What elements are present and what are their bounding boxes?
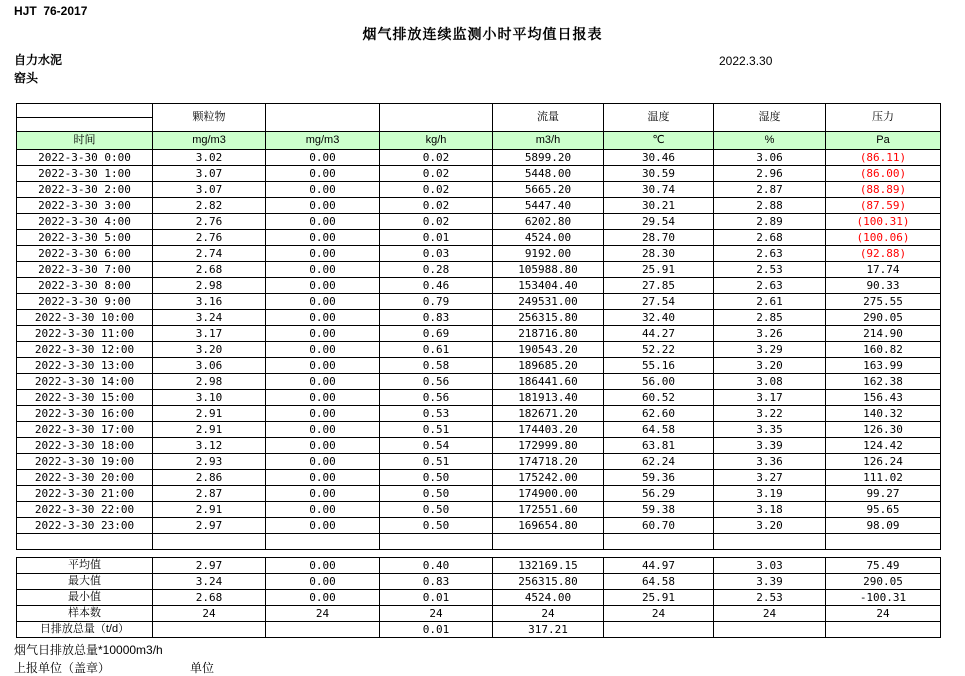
unit-temp: ℃ [604,132,714,150]
unit-flow: m3/h [493,132,604,150]
summary-row [17,558,941,574]
empty-cell [380,534,493,550]
value-cell: 52.22 [604,342,714,358]
value-cell: 59.36 [604,470,714,486]
value-cell: 5665.20 [493,182,604,198]
value-cell: 0.58 [380,358,493,374]
value-cell: 28.30 [604,246,714,262]
summary-value-cell [826,622,941,638]
value-cell: 0.69 [380,326,493,342]
time-cell: 2022-3-30 12:00 [17,342,153,358]
value-cell: 0.56 [380,374,493,390]
col-header-humidity: 湿度 [714,104,826,132]
data-row [17,406,941,422]
value-cell: 4524.00 [493,230,604,246]
value-cell: 44.27 [604,326,714,342]
value-cell: 2.96 [714,166,826,182]
value-cell: 0.00 [266,486,380,502]
data-row [17,262,941,278]
unit-pm-mg: mg/m3 [153,132,266,150]
value-cell: 0.53 [380,406,493,422]
summary-value-cell: 317.21 [493,622,604,638]
value-cell: 30.74 [604,182,714,198]
value-cell: 0.00 [266,342,380,358]
value-cell: 2.76 [153,230,266,246]
value-cell: 0.54 [380,438,493,454]
value-cell: 156.43 [826,390,941,406]
corner-cell-top [17,104,153,118]
value-cell: 0.61 [380,342,493,358]
data-row [17,422,941,438]
value-cell: 0.00 [266,518,380,534]
time-cell: 2022-3-30 18:00 [17,438,153,454]
value-cell: 2.61 [714,294,826,310]
time-cell: 2022-3-30 17:00 [17,422,153,438]
value-cell: 105988.80 [493,262,604,278]
empty-cell [604,534,714,550]
time-cell: 2022-3-30 15:00 [17,390,153,406]
value-cell: 63.81 [604,438,714,454]
time-cell: 2022-3-30 2:00 [17,182,153,198]
summary-value-cell: 24 [826,606,941,622]
value-cell: 0.00 [266,422,380,438]
value-cell: 3.24 [153,310,266,326]
value-cell: (86.00) [826,166,941,182]
summary-value-cell: 0.40 [380,558,493,574]
value-cell: 256315.80 [493,310,604,326]
time-cell: 2022-3-30 8:00 [17,278,153,294]
summary-value-cell [153,622,266,638]
value-cell: 0.79 [380,294,493,310]
summary-row [17,574,941,590]
value-cell: 126.30 [826,422,941,438]
empty-cell [493,534,604,550]
value-cell: (100.06) [826,230,941,246]
value-cell: 186441.60 [493,374,604,390]
value-cell: (86.11) [826,150,941,166]
summary-row [17,606,941,622]
value-cell: 0.00 [266,326,380,342]
value-cell: 17.74 [826,262,941,278]
summary-value-cell: 0.01 [380,590,493,606]
time-cell: 2022-3-30 13:00 [17,358,153,374]
time-cell: 2022-3-30 21:00 [17,486,153,502]
summary-label: 样本数 [17,606,153,622]
time-cell: 2022-3-30 11:00 [17,326,153,342]
value-cell: 0.00 [266,358,380,374]
value-cell: 174900.00 [493,486,604,502]
value-cell: 190543.20 [493,342,604,358]
spacer-row [17,534,941,550]
value-cell: 29.54 [604,214,714,230]
value-cell: 3.07 [153,166,266,182]
summary-value-cell: 0.00 [266,590,380,606]
value-cell: 5899.20 [493,150,604,166]
value-cell: 218716.80 [493,326,604,342]
value-cell: 169654.80 [493,518,604,534]
doc-code: HJT 76-2017 [14,4,88,18]
data-row [17,518,941,534]
time-cell: 2022-3-30 14:00 [17,374,153,390]
value-cell: 172999.80 [493,438,604,454]
summary-value-cell [266,622,380,638]
value-cell: 0.02 [380,198,493,214]
empty-cell [17,534,153,550]
value-cell: 0.51 [380,454,493,470]
value-cell: 0.02 [380,214,493,230]
value-cell: 60.70 [604,518,714,534]
value-cell: 3.12 [153,438,266,454]
summary-value-cell: 24 [604,606,714,622]
value-cell: 175242.00 [493,470,604,486]
col-header-blank-2 [380,104,493,132]
value-cell: 56.00 [604,374,714,390]
value-cell: 0.00 [266,502,380,518]
value-cell: 2.76 [153,214,266,230]
value-cell: 0.00 [266,166,380,182]
data-row [17,294,941,310]
value-cell: 0.00 [266,374,380,390]
col-header-particulate: 颗粒物 [153,104,266,132]
value-cell: 2.87 [153,486,266,502]
data-row [17,454,941,470]
time-cell: 2022-3-30 19:00 [17,454,153,470]
corner-cell-bottom [17,118,153,132]
group-header-row [17,104,941,118]
summary-value-cell: 2.68 [153,590,266,606]
value-cell: 3.26 [714,326,826,342]
value-cell: (92.88) [826,246,941,262]
value-cell: 2.91 [153,502,266,518]
value-cell: 30.21 [604,198,714,214]
unit-pm2-mg: mg/m3 [266,132,380,150]
summary-value-cell: 2.97 [153,558,266,574]
value-cell: 2.53 [714,262,826,278]
data-row [17,246,941,262]
value-cell: 124.42 [826,438,941,454]
data-row [17,470,941,486]
value-cell: 3.27 [714,470,826,486]
value-cell: 64.58 [604,422,714,438]
time-cell: 2022-3-30 10:00 [17,310,153,326]
value-cell: 56.29 [604,486,714,502]
data-row [17,230,941,246]
data-row [17,150,941,166]
report-date: 2022.3.30 [719,54,773,68]
summary-label: 最大值 [17,574,153,590]
summary-value-cell [604,622,714,638]
summary-label: 最小值 [17,590,153,606]
time-cell: 2022-3-30 20:00 [17,470,153,486]
value-cell: 174718.20 [493,454,604,470]
summary-value-cell: 24 [380,606,493,622]
value-cell: 3.29 [714,342,826,358]
summary-value-cell: 2.53 [714,590,826,606]
value-cell: 30.46 [604,150,714,166]
summary-value-cell: 0.00 [266,558,380,574]
value-cell: 3.20 [153,342,266,358]
summary-value-cell: 75.49 [826,558,941,574]
unit-kgh: kg/h [380,132,493,150]
value-cell: 3.35 [714,422,826,438]
value-cell: 32.40 [604,310,714,326]
value-cell: 2.87 [714,182,826,198]
summary-value-cell: 290.05 [826,574,941,590]
value-cell: 2.91 [153,406,266,422]
summary-value-cell: 3.24 [153,574,266,590]
value-cell: 172551.60 [493,502,604,518]
value-cell: 3.10 [153,390,266,406]
summary-label: 平均值 [17,558,153,574]
value-cell: 9192.00 [493,246,604,262]
value-cell: 0.00 [266,438,380,454]
value-cell: 0.02 [380,182,493,198]
col-header-flow: 流量 [493,104,604,132]
value-cell: 27.85 [604,278,714,294]
empty-cell [266,534,380,550]
value-cell: 0.56 [380,390,493,406]
data-row [17,502,941,518]
value-cell: 0.02 [380,150,493,166]
value-cell: 2.98 [153,374,266,390]
time-cell: 2022-3-30 22:00 [17,502,153,518]
value-cell: 3.20 [714,358,826,374]
value-cell: 2.63 [714,278,826,294]
time-cell: 2022-3-30 0:00 [17,150,153,166]
data-row [17,390,941,406]
value-cell: 0.00 [266,470,380,486]
unit-header-row [17,132,941,150]
value-cell: 275.55 [826,294,941,310]
data-row [17,486,941,502]
value-cell: 0.02 [380,166,493,182]
value-cell: (87.59) [826,198,941,214]
time-cell: 2022-3-30 5:00 [17,230,153,246]
value-cell: 2.82 [153,198,266,214]
value-cell: 2.93 [153,454,266,470]
value-cell: 0.28 [380,262,493,278]
value-cell: (88.89) [826,182,941,198]
summary-value-cell: 3.03 [714,558,826,574]
value-cell: 0.00 [266,214,380,230]
value-cell: 3.36 [714,454,826,470]
empty-cell [714,534,826,550]
value-cell: 2.88 [714,198,826,214]
value-cell: 3.17 [714,390,826,406]
summary-value-cell: 4524.00 [493,590,604,606]
value-cell: 59.38 [604,502,714,518]
value-cell: 214.90 [826,326,941,342]
value-cell: 2.74 [153,246,266,262]
value-cell: 62.60 [604,406,714,422]
value-cell: 162.38 [826,374,941,390]
value-cell: 2.89 [714,214,826,230]
value-cell: 0.01 [380,230,493,246]
summary-value-cell: 24 [714,606,826,622]
value-cell: 174403.20 [493,422,604,438]
value-cell: 60.52 [604,390,714,406]
value-cell: 0.00 [266,406,380,422]
value-cell: 249531.00 [493,294,604,310]
summary-row [17,590,941,606]
value-cell: 0.00 [266,246,380,262]
time-cell: 2022-3-30 4:00 [17,214,153,230]
col-header-temperature: 温度 [604,104,714,132]
value-cell: 0.00 [266,310,380,326]
value-cell: 3.07 [153,182,266,198]
summary-value-cell: 132169.15 [493,558,604,574]
value-cell: 189685.20 [493,358,604,374]
value-cell: 0.00 [266,390,380,406]
data-row [17,438,941,454]
value-cell: 2.85 [714,310,826,326]
value-cell: 0.50 [380,502,493,518]
col-header-blank-1 [266,104,380,132]
data-row [17,182,941,198]
summary-row [17,622,941,638]
unit-label: 单位 [190,661,215,675]
value-cell: 99.27 [826,486,941,502]
value-cell: 3.16 [153,294,266,310]
empty-cell [826,534,941,550]
value-cell: 163.99 [826,358,941,374]
value-cell: 0.50 [380,518,493,534]
data-row [17,278,941,294]
value-cell: 27.54 [604,294,714,310]
value-cell: 0.50 [380,486,493,502]
unit-humidity: % [714,132,826,150]
data-row [17,342,941,358]
value-cell: 3.02 [153,150,266,166]
summary-label: 日排放总量（t/d） [17,622,153,638]
time-cell: 2022-3-30 16:00 [17,406,153,422]
value-cell: 2.98 [153,278,266,294]
value-cell: 3.18 [714,502,826,518]
time-cell: 2022-3-30 6:00 [17,246,153,262]
value-cell: 160.82 [826,342,941,358]
summary-value-cell: 24 [493,606,604,622]
data-row [17,326,941,342]
value-cell: 6202.80 [493,214,604,230]
time-cell: 2022-3-30 7:00 [17,262,153,278]
value-cell: 5448.00 [493,166,604,182]
data-row [17,198,941,214]
summary-table [16,557,941,638]
summary-value-cell: 24 [153,606,266,622]
value-cell: 0.51 [380,422,493,438]
value-cell: 28.70 [604,230,714,246]
value-cell: 111.02 [826,470,941,486]
value-cell: 3.17 [153,326,266,342]
monitoring-data-table [16,103,941,550]
footer-note: 烟气日排放总量*10000m3/h [14,643,163,657]
unit-pressure: Pa [826,132,941,150]
col-header-pressure: 压力 [826,104,941,132]
data-row [17,358,941,374]
summary-value-cell: 0.83 [380,574,493,590]
value-cell: 182671.20 [493,406,604,422]
summary-value-cell: 256315.80 [493,574,604,590]
value-cell: 3.06 [714,150,826,166]
company-name: 自力水泥 [14,53,63,67]
value-cell: 126.24 [826,454,941,470]
value-cell: 0.00 [266,294,380,310]
value-cell: 2.68 [714,230,826,246]
summary-value-cell: 64.58 [604,574,714,590]
time-cell: 2022-3-30 9:00 [17,294,153,310]
value-cell: 181913.40 [493,390,604,406]
value-cell: 0.46 [380,278,493,294]
stamp-label: 上报单位（盖章） [14,661,111,675]
station-name: 窑头 [14,71,39,85]
value-cell: 140.32 [826,406,941,422]
time-header: 时间 [17,132,153,150]
value-cell: 153404.40 [493,278,604,294]
value-cell: 95.65 [826,502,941,518]
value-cell: 0.00 [266,454,380,470]
value-cell: 3.20 [714,518,826,534]
value-cell: 98.09 [826,518,941,534]
empty-cell [153,534,266,550]
value-cell: 2.97 [153,518,266,534]
value-cell: 3.39 [714,438,826,454]
data-row [17,310,941,326]
summary-value-cell: 44.97 [604,558,714,574]
value-cell: 3.19 [714,486,826,502]
value-cell: 290.05 [826,310,941,326]
data-row [17,374,941,390]
value-cell: 0.00 [266,262,380,278]
value-cell: 0.00 [266,198,380,214]
value-cell: 2.63 [714,246,826,262]
value-cell: (100.31) [826,214,941,230]
value-cell: 55.16 [604,358,714,374]
summary-value-cell [714,622,826,638]
time-cell: 2022-3-30 1:00 [17,166,153,182]
data-row [17,166,941,182]
summary-value-cell: 0.00 [266,574,380,590]
summary-value-cell: 25.91 [604,590,714,606]
value-cell: 3.06 [153,358,266,374]
time-cell: 2022-3-30 3:00 [17,198,153,214]
value-cell: 90.33 [826,278,941,294]
summary-value-cell: 24 [266,606,380,622]
summary-value-cell: 0.01 [380,622,493,638]
value-cell: 2.86 [153,470,266,486]
summary-value-cell: 3.39 [714,574,826,590]
value-cell: 0.00 [266,182,380,198]
value-cell: 2.68 [153,262,266,278]
value-cell: 0.83 [380,310,493,326]
value-cell: 3.08 [714,374,826,390]
value-cell: 62.24 [604,454,714,470]
value-cell: 2.91 [153,422,266,438]
value-cell: 5447.40 [493,198,604,214]
data-row [17,214,941,230]
value-cell: 25.91 [604,262,714,278]
value-cell: 0.00 [266,150,380,166]
value-cell: 0.00 [266,230,380,246]
value-cell: 0.00 [266,278,380,294]
time-cell: 2022-3-30 23:00 [17,518,153,534]
page-title: 烟气排放连续监测小时平均值日报表 [362,26,603,42]
value-cell: 0.03 [380,246,493,262]
value-cell: 0.50 [380,470,493,486]
value-cell: 3.22 [714,406,826,422]
summary-value-cell: -100.31 [826,590,941,606]
value-cell: 30.59 [604,166,714,182]
